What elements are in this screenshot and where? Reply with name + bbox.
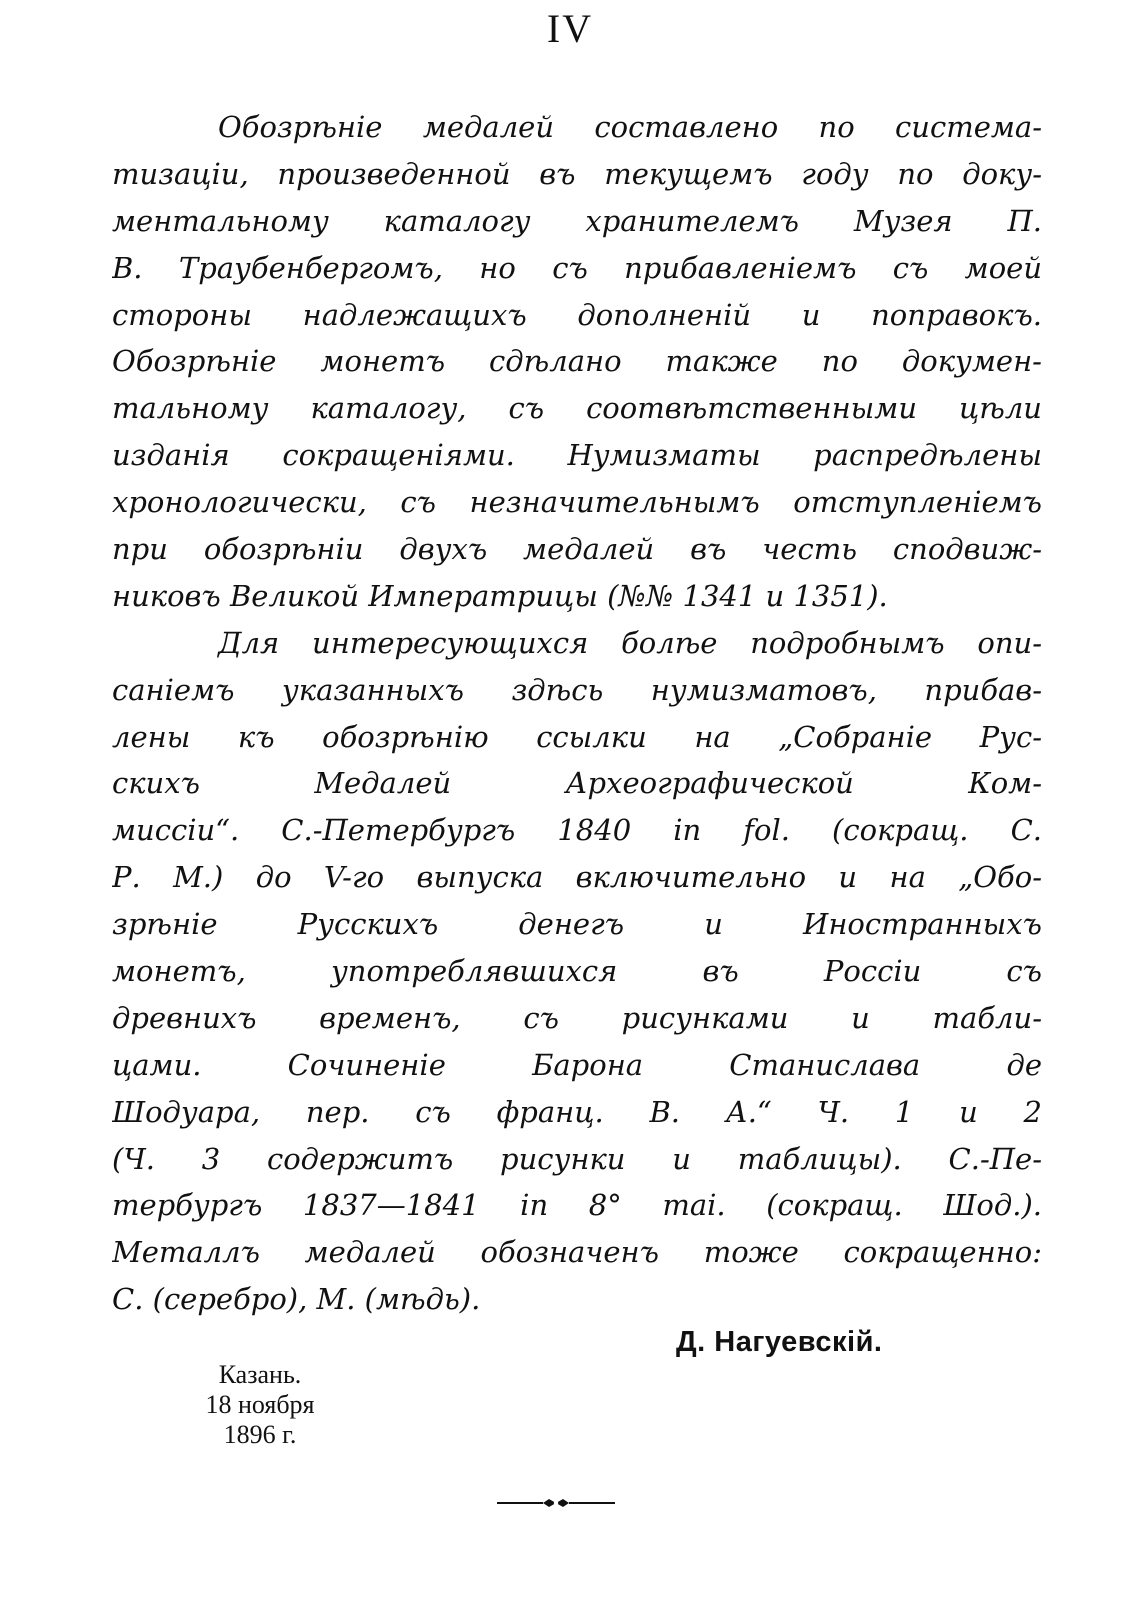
text-line: тизаціи, произведенной въ текущемъ году по доку- (112, 156, 1042, 191)
text-line: хронологически, съ незначительнымъ отступленіемъ (112, 485, 1042, 520)
text-line: при обозрѣніи двухъ медалей въ честь сподвиж- (112, 532, 1042, 567)
text-line: Шодуара, пер. съ франц. В. А.“ Ч. 1 и 2 (112, 1094, 1042, 1129)
text-line: лены къ обозрѣнію ссылки на „Собраніе Рус- (112, 719, 1042, 754)
body-text (112, 104, 1042, 1323)
text-line: Металлъ медалей обозначенъ тоже сокращенно: (112, 1235, 1042, 1270)
text-line: (Ч. 3 содержитъ рисунки и таблицы). С.-Пе- (112, 1141, 1042, 1176)
text-line: В. Траубенбергомъ, но съ прибавленіемъ съ моей (112, 250, 1042, 285)
ornament-divider-icon (497, 1498, 615, 1508)
text-line: С. (серебро), М. (мѣдь). (112, 1282, 481, 1317)
text-line: Для интересующихся болѣе подробнымъ опи- (218, 625, 1042, 660)
text-line: изданія сокращеніями. Нумизматы распредѣлены (112, 438, 1042, 473)
text-line: цами. Сочиненіе Барона Станислава де (112, 1047, 1042, 1082)
text-line: саніемъ указанныхъ здѣсь нумизматовъ, прибав- (112, 672, 1042, 707)
place-date (160, 1360, 360, 1450)
text-line: Р. М.) до V-го выпуска включительно и на „Обо- (112, 860, 1042, 895)
text-line: зрѣніе Русскихъ денегъ и Иностранныхъ (112, 907, 1042, 942)
text-line: стороны надлежащихъ дополненій и поправокъ. (112, 297, 1042, 332)
place-city: Казань. (218, 1360, 302, 1389)
date-day-month: 18 ноября (205, 1390, 315, 1419)
text-line: миссіи“. С.-Петербургъ 1840 in fol. (сокращ. С. (112, 813, 1042, 848)
text-line: никовъ Великой Императрицы (№№ 1341 и 1351). (112, 578, 888, 613)
text-line: древнихъ временъ, съ рисунками и табли- (112, 1000, 1042, 1035)
date-year: 1896 г. (223, 1420, 297, 1449)
text-line: Обозрѣніе монетъ сдѣлано также по докумен- (112, 344, 1042, 379)
text-line: Обозрѣніе медалей составлено по системa- (218, 110, 1042, 144)
text-line: тербургъ 1837—1841 in 8° mai. (сокращ. Шод.). (112, 1188, 1042, 1223)
text-line: монетъ, употреблявшихся въ Россіи съ (112, 954, 1042, 989)
text-line: тальному каталогу, съ соотвѣтственными цѣли (112, 391, 1042, 426)
text-line: скихъ Медалей Археографической Ком- (112, 766, 1042, 801)
text-line: ментальному каталогу хранителемъ Музея П. (112, 203, 1042, 238)
page-number: IV (546, 6, 594, 51)
author-signature: Д. Нагуевскій. (676, 1326, 883, 1358)
